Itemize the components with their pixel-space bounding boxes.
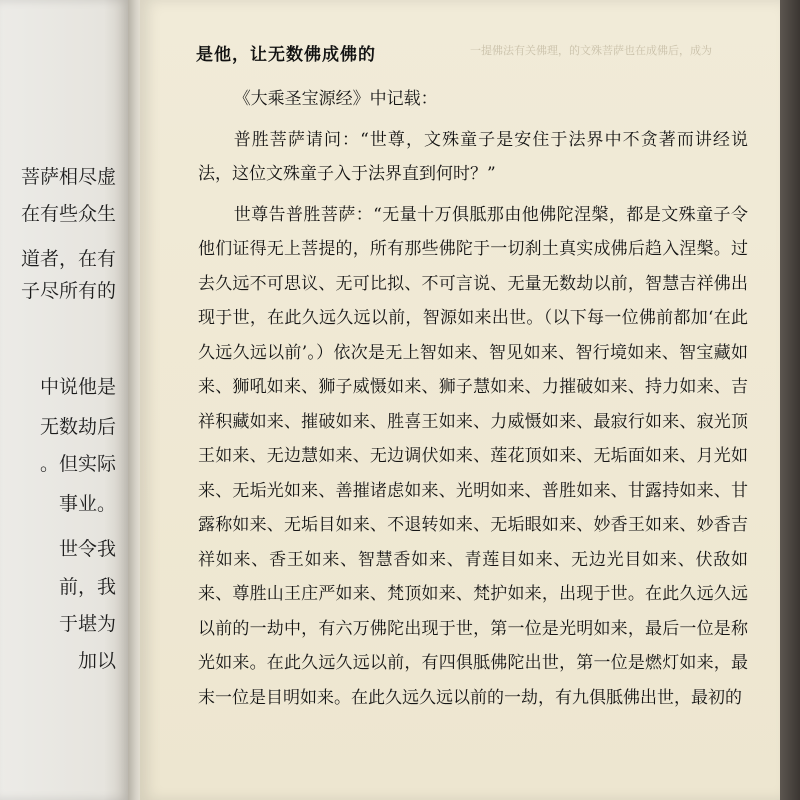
left-page-line: 前，我: [58, 576, 116, 598]
left-page: [0, 0, 130, 800]
show-through-text: 一提佛法有关佛理，的文殊菩萨也在成佛后，成为: [470, 44, 712, 57]
left-page-line: 中说他是: [39, 376, 116, 398]
right-page: [140, 0, 780, 800]
page-edge-shadow: [780, 0, 800, 800]
left-page-line: 无数劫后: [39, 416, 116, 438]
left-page-line: 菩萨相尽虚: [20, 166, 116, 188]
paragraph-question: 普胜菩萨请问：“世尊，文殊童子是安住于法界中不贪著而讲经说法，这位文殊童子入于法界直到何时？”: [198, 129, 748, 184]
left-page-line: 于堪为: [58, 613, 116, 635]
section-heading: 是他，让无数佛成佛的: [196, 45, 376, 65]
left-page-line: 世令我: [58, 538, 116, 560]
left-page-line: 子尽所有的: [20, 280, 116, 302]
left-page-line: 。但实际: [39, 453, 116, 475]
left-page-line: 加以: [77, 650, 116, 672]
left-page-line: 道者，在有: [20, 248, 116, 270]
paragraph-source: 《大乘圣宝源经》中记载：: [233, 89, 438, 109]
paragraph-answer: 世尊告普胜菩萨：“无量十万俱胝那由他佛陀涅槃，都是文殊童子令他们证得无上菩提的，所有那些佛陀于一切刹土真实成佛后趋入涅槃。过去久远不可思议、无可比拟、不可言说、无量无数劫以前，智慧吉祥佛出现于世，在此久远久远以前，智源如来出世。（以下每一位佛前都加‘在此久远久远以前’。）依次是无上智如来、智见如来、智行境如来、智宝藏如来、狮吼如来、狮子威慑如来、狮子慧如来、力摧破如来、持力如来、吉祥积藏如来、摧破如来、胜喜王如来、力威慑如来、最寂行如来、寂光顶王如来、无边慧如来、无边调伏如来、莲花顶如来、无垢面如来、月光如来、无垢光如来、善摧诸虑如来、光明如来、普胜如来、甘露持如来、甘露称如来、无垢目如来、不退转如来、无垢眼如来、妙香王如来、妙香吉祥如来、香王如来、智慧香如来、青莲目如来、无边光目如来、伏敌如来、尊胜山王庄严如来、梵顶如来、梵护如来，出现于世。在此久远久远以前的一劫中，有六万佛陀出现于世，第一位是光明如来，最后一位是称光如来。在此久远久远以前，有四俱胝佛陀出世，第一位是燃灯如来，最末一位是目明如来。在此久远久远以前的一劫，有九俱胝佛出世，最初的: [198, 204, 748, 708]
body-text: [198, 82, 748, 715]
left-page-line: 事业。: [58, 493, 116, 515]
left-page-line: 在有些众生: [20, 203, 116, 225]
